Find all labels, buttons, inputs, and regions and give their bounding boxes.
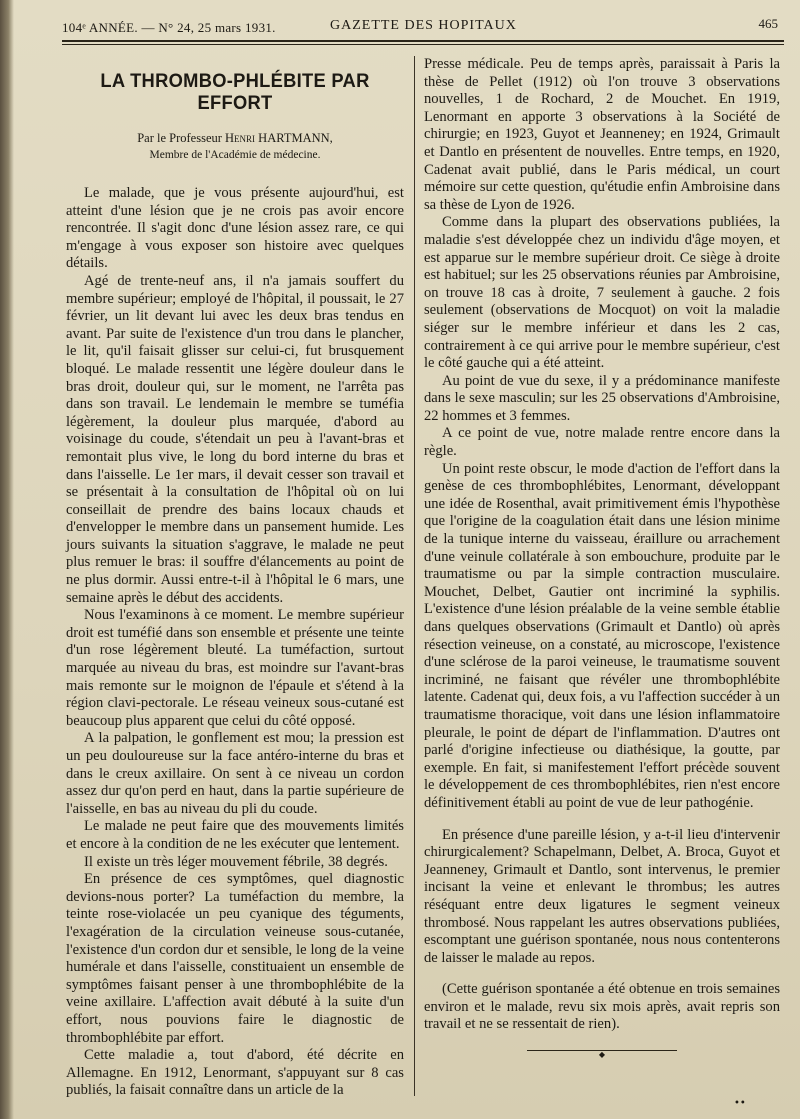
paragraph: Comme dans la plupart des observations publiées, la maladie s'est développée chez un individu d'âge moyen, et est apparue sur le membre supérieur droit. Ce siège à droite est habituel; sur les 25 observations réunies par Ambroisine, on trouve 18 cas à droite, 7 seulement à gauche. 2 fois seulement (observations de Mocquot) on voit la maladie siéger sur le membre inférieur et dans les 2 cas, contrairement à ce qui arrive pour le membre supérieur, c'est le côté gauche qui a été atteint. bbox=[424, 214, 780, 372]
paragraph: En présence de ces symptômes, quel diagnostic devions-nous porter? La tuméfaction du membre, la teinte rose-violacée un peu cyanique des téguments, l'exagération de la circulation veineuse sous-cutanée, l'existence d'un cordon dur et sensible, le long de la veine humérale et dans l'aisselle, constituaient un ensemble de symptômes faisant penser à une thrombophlébite de la veine axillaire. L'affection avait débuté à la suite d'un effort, nous pouvions faire le diagnostic de thrombophlébite par effort. bbox=[66, 871, 404, 1046]
paragraph: (Cette guérison spontanée a été obtenue en trois semaines environ et le malade, revu six mois après, avait repris son travail et ne se ressentait de rien). bbox=[424, 981, 780, 1033]
ornament-diamond-icon: ◆ bbox=[598, 1050, 606, 1060]
journal-name: GAZETTE DES HOPITAUX bbox=[330, 18, 517, 33]
paragraph: Le malade, que je vous présente aujourd'hui, est atteint d'une lésion que je ne crois pas avoir encore rencontrée. Il s'agit donc d'une lésion assez rare, ce qui m'engage à vous exposer son histoire avec quelques détails. bbox=[66, 185, 404, 272]
paragraph: Un point reste obscur, le mode d'action de l'effort dans la genèse de ces thrombophlébites, Lenormant, développant une idée de Rosenthal, avait primitivement émis l'hypothèse que l'origine de la coagulation était dans une lésion minime de la tunique interne du vaisseau, éraillure ou arrachement d'une veinule collatérale à son embouchure, produite par le traumatisme ou par la simple contraction musculaire. Mouchet, Delbet, Gautier ont incriminé la syphilis. L'existence d'une lésion préalable de la veine semble établie dans quelques observations (Grimault et Dantlo) où après résection veineuse, on a constaté, au microscope, l'existence d'une sclérose de la paroi veineuse, le traumatisme souvent incriminé, ne faisant que révéler une thrombophlébite latente. Cadenat qui, deux fois, a vu l'affection succéder à un traumatisme thoracique, voit dans une lésion inflammatoire pleurale, le point de départ de l'inflammation. D'autres ont parlé d'origine infectieuse ou diathésique, la goutte, par exemple. En fait, si manifestement l'effort précède souvent le développement de ces thrombophlébites, rien n'est encore définitivement établi au point de vue de leur pathogénie. bbox=[424, 460, 780, 811]
end-ornament bbox=[527, 1046, 677, 1060]
header-rule-thin bbox=[62, 44, 784, 45]
column-divider bbox=[414, 56, 415, 1096]
page-number: 465 bbox=[758, 16, 778, 31]
paragraph: En présence d'une pareille lésion, y a-t-il lieu d'intervenir chirurgicalement? Schapelmann, Delbet, A. Broca, Guyot et Jeanneney, Grimault et Dantlo, sont intervenus, le premier incisant la veine et enlevant le thrombus; les autres réséquant entre deux ligatures le segment veineux thrombosé. Nous rappelant les autres observations publiées, escomptant une guérison spontanée, nous nous contenterons de laisser le malade au repos. bbox=[424, 826, 780, 966]
issue-info: 104ᵉ ANNÉE. — N° 24, 25 mars 1931. bbox=[62, 20, 276, 35]
paragraph: Nous l'examinons à ce moment. Le membre supérieur droit est tuméfié dans son ensemble et présente une teinte d'un rose légèrement bleuté. La tuméfaction, surtout marquée au niveau du bras, est moindre sur l'avant-bras mais remonte sur le moignon de l'épaule et s'étend à la région clavi-pectorale. Le réseau veineux sous-cutané est beaucoup plus apparent que celui du côté opposé. bbox=[66, 607, 404, 729]
right-column bbox=[424, 56, 780, 1060]
article-title: LA THROMBO-PHLÉBITE PAR EFFORT bbox=[100, 70, 370, 114]
paragraph: Agé de trente-neuf ans, il n'a jamais souffert du membre supérieur; employé de l'hôpital, il poussait, le 27 février, un lit devant lui avec les deux bras tendus en avant. Par suite de l'existence d'un trou dans le plancher, le lit, qu'il faisait glisser sur celui-ci, fut brusquement bloqué. Le malade ressentit une légère douleur dans le bras droit, douleur qui, sur le moment, ne l'arrêta pas dans son travail. Le lendemain le membre se tuméfia légèrement, la douleur plus marquée, d'abord au voisinage du coude, s'étendait un peu à l'avant-bras et remontait plus vive, le long du bord interne du bras et dans l'aisselle. Le 1er mars, il devait cesser son travail et se présentait à la consultation de l'hôpital où on lui conseillait de prendre des bains locaux chauds et d'envelopper le membre dans un pansement humide. Les jours suivants la situation s'aggrave, le malade ne peut plus remuer le bras: il souffre d'élancements au point de ne plus dormir. Aussi entre-t-il à l'hôpital le 6 mars, une semaine après le début des accidents. bbox=[66, 272, 404, 606]
byline-prefix: Par le Professeur bbox=[137, 131, 222, 145]
author-name: Henri HARTMANN, bbox=[225, 131, 333, 145]
byline bbox=[66, 130, 404, 146]
paragraph: Il existe un très léger mouvement fébrile, 38 degrés. bbox=[84, 853, 388, 870]
paragraph: Au point de vue du sexe, il y a prédominance manifeste dans le sexe masculin; sur les 25 observations d'Ambroisine, 22 hommes et 3 femmes. bbox=[424, 372, 780, 424]
binding-shadow bbox=[0, 0, 14, 1119]
paragraph: A la palpation, le gonflement est mou; la pression est un peu douloureuse sur la face antéro-interne du bras et dans le creux axillaire. On sent à ce niveau un cordon assez dur qu'on perd en haut, dans la partie supérieure de l'aisselle, en bas au niveau du pli du coude. bbox=[66, 730, 404, 817]
author-affiliation: Membre de l'Académie de médecine. bbox=[149, 149, 321, 161]
paragraph: A ce point de vue, notre malade rentre encore dans la règle. bbox=[424, 425, 780, 460]
printer-mark-icon: •• bbox=[734, 1098, 746, 1109]
left-column bbox=[66, 56, 404, 1100]
paragraph: Cette maladie a, tout d'abord, été décrite en Allemagne. En 1912, Lenormant, s'appuyant sur 8 cas publiés, la faisait connaître dans un article de la bbox=[66, 1047, 404, 1099]
running-header bbox=[62, 14, 778, 38]
header-rule bbox=[62, 40, 784, 42]
paragraph: Presse médicale. Peu de temps après, paraissait à Paris la thèse de Pellet (1912) où l'on trouve 3 observations nouvelles, 1 de Rochard, 2 de Mouchet. En 1919, Lenormant en apporte 3 observations à la Société de chirurgie; en 1923, Guyot et Jeanneney; en 1924, Grimault et Dantlo en présentent de nouvelles. Entre temps, en 1920, Cadenat avait publié, dans le Paris médical, un court mémoire sur cette question, qu'étudie enfin Ambroisine dans sa thèse de Lyon de 1926. bbox=[424, 56, 780, 213]
paragraph: Le malade ne peut faire que des mouvements limités et encore à la condition de ne les exécuter que lentement. bbox=[66, 818, 404, 852]
